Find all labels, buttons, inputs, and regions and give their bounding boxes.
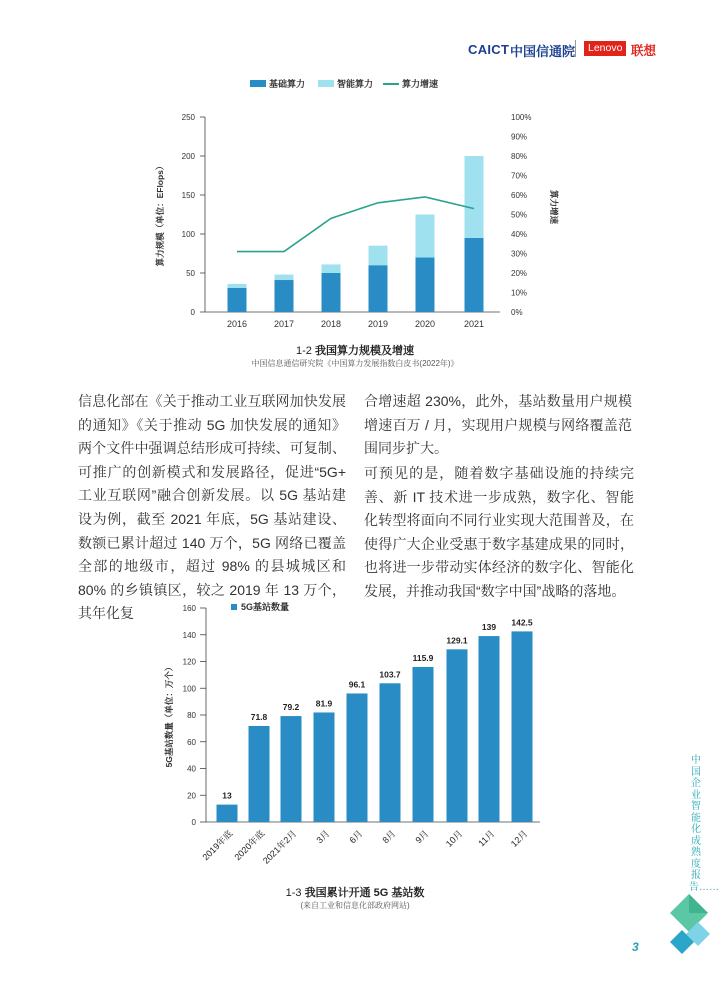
x-tick-label-3月: 3月 xyxy=(314,828,332,846)
x-tick-label-11月: 11月 xyxy=(476,828,497,849)
y-tick-label-1: 50 xyxy=(186,269,195,278)
figure1-caption-title: 我国算力规模及增速 xyxy=(314,345,414,357)
x-tick-label-8月: 8月 xyxy=(380,828,398,846)
legend-swatch-1 xyxy=(318,80,334,87)
smart-bar-2018 xyxy=(322,264,341,273)
base-bar-2021 xyxy=(465,238,484,312)
value-label-11月: 139 xyxy=(481,622,497,633)
bar-9月 xyxy=(413,667,434,822)
y-tick-label-5: 100 xyxy=(182,684,196,694)
smart-bar-2019 xyxy=(369,246,388,266)
y-tick-label-6: 120 xyxy=(182,657,196,667)
body-paragraph-right-1: 合增速超 230%，此外，基站数量用户规模增速百万 / 月，实现用户规模与网络覆盖范围同步扩大。 xyxy=(364,393,632,457)
value-label-3月: 81.9 xyxy=(315,698,333,709)
legend-label-0: 基础算力 xyxy=(269,79,306,89)
report-title-sidebar: 中国企业智能化成熟度报告…… xyxy=(689,755,719,893)
x-tick-label-2019年底: 2019年底 xyxy=(200,828,235,863)
body-paragraph-right-2: 可预见的是，随着数字基础设施的持续完善、新 IT 技术进一步成熟，数字化、智能化转型将面向不同行业实现大范围普及，在使得广大企业受惠于数字基建成果的同时，也将进一步带动实体经济的数字化、智能化发展，并推动我国“数字中国”战略的落地。 xyxy=(364,465,634,599)
figure1-caption xyxy=(0,342,710,358)
y-tick-label-1: 20 xyxy=(187,791,196,801)
figure1-caption-number: 1-2 xyxy=(296,345,312,357)
y-tick-label-7: 140 xyxy=(182,630,196,640)
x-tick-label-2017: 2017 xyxy=(273,319,295,329)
bar-3月 xyxy=(314,712,335,822)
base-bar-2020 xyxy=(416,257,435,312)
y-right-tick-label-4: 40% xyxy=(511,230,528,239)
bar-2021年2月 xyxy=(281,716,302,822)
y-right-tick-label-9: 90% xyxy=(511,132,528,142)
base-bar-2017 xyxy=(275,280,294,312)
x-tick-label-2020: 2020 xyxy=(414,319,436,329)
value-label-6月: 96.1 xyxy=(348,679,366,690)
legend-label: 5G基站数量 xyxy=(241,602,290,612)
smart-bar-2017 xyxy=(275,275,294,280)
y-right-tick-label-8: 80% xyxy=(511,152,528,161)
value-label-2021年2月: 79.2 xyxy=(282,702,300,713)
y-axis-right-title: 算力增速 xyxy=(549,189,559,225)
value-label-12月: 142.5 xyxy=(511,617,533,628)
x-tick-label-12月: 12月 xyxy=(508,828,530,849)
figure2-source: (来自工业和信息化部政府网站) xyxy=(300,901,410,910)
value-label-2019年底: 13 xyxy=(222,790,232,801)
bar-6月 xyxy=(347,693,368,822)
value-label-2020年底: 71.8 xyxy=(250,711,268,722)
legend-swatch-0 xyxy=(250,80,266,87)
figure2-caption-title: 我国累计开通 5G 基站数 xyxy=(304,887,425,899)
x-tick-label-2021年2月: 2021年2月 xyxy=(260,828,299,866)
y-right-tick-label-10: 100% xyxy=(511,113,532,122)
x-tick-label-10月: 10月 xyxy=(443,828,465,849)
base-bar-2018 xyxy=(322,273,341,312)
y-right-tick-label-6: 60% xyxy=(511,191,528,200)
5g-base-station-chart xyxy=(0,590,710,890)
y-right-tick-label-3: 30% xyxy=(511,249,528,259)
y-tick-label-0: 0 xyxy=(191,818,196,827)
y-axis-title: 算力规模（单位：EFlops） xyxy=(155,161,165,267)
bar-11月 xyxy=(479,636,500,822)
y-right-tick-label-2: 20% xyxy=(511,269,528,278)
caict-org-name: 中国信通院 xyxy=(510,44,576,59)
y-right-tick-label-7: 70% xyxy=(511,171,528,181)
figure2-caption-number: 1-3 xyxy=(285,887,302,899)
y-tick-label-2: 40 xyxy=(187,764,196,774)
bar-12月 xyxy=(512,631,533,822)
y-tick-label-0: 0 xyxy=(190,308,195,317)
smart-bar-2016 xyxy=(228,284,247,288)
x-tick-label-2020年底: 2020年底 xyxy=(232,828,267,863)
bar-2019年底 xyxy=(217,805,238,822)
value-label-9月: 115.9 xyxy=(412,652,434,663)
smart-bar-2021 xyxy=(465,156,484,238)
decorative-diamond-icon xyxy=(668,892,710,962)
y-tick-label-4: 80 xyxy=(187,711,196,720)
x-tick-label-2019: 2019 xyxy=(367,319,389,329)
y-axis-title: 5G基站数量（单位：万个） xyxy=(164,662,174,768)
bar-10月 xyxy=(447,649,468,822)
x-tick-label-2018: 2018 xyxy=(320,319,342,329)
caict-logo: CAICT xyxy=(468,42,510,57)
computing-power-chart xyxy=(0,0,710,340)
legend-swatch xyxy=(231,604,237,610)
y-tick-label-4: 200 xyxy=(181,152,195,161)
page-number: 3 xyxy=(632,940,639,954)
lenovo-cn-name: 联想 xyxy=(631,44,657,58)
figure1-source: 中国信息通信研究院《中国算力发展指数白皮书(2022年)》 xyxy=(251,359,459,368)
bar-8月 xyxy=(380,683,401,822)
y-tick-label-3: 150 xyxy=(181,191,195,200)
x-tick-label-2021: 2021 xyxy=(463,319,485,329)
value-label-10月: 129.1 xyxy=(446,635,468,646)
figure2-caption xyxy=(0,884,710,900)
x-tick-label-9月: 9月 xyxy=(413,828,431,846)
lenovo-logo: Lenovo xyxy=(584,41,626,56)
y-right-tick-label-0: 0% xyxy=(511,308,523,317)
smart-bar-2020 xyxy=(416,215,435,258)
growth-rate-line xyxy=(237,197,474,252)
y-tick-label-8: 160 xyxy=(182,604,196,613)
base-bar-2016 xyxy=(228,288,247,312)
x-tick-label-6月: 6月 xyxy=(347,828,365,846)
base-bar-2019 xyxy=(369,265,388,312)
y-tick-label-5: 250 xyxy=(181,113,195,122)
legend-label-2: 算力增速 xyxy=(402,79,439,89)
y-right-tick-label-5: 50% xyxy=(511,210,528,220)
y-right-tick-label-1: 10% xyxy=(511,288,528,298)
body-paragraph-left: 信息化部在《关于推动工业互联网加快发展的通知》《关于推动 5G 加快发展的通知》两个文件中强调总结形成可持续、可复制、可推广的创新模式和发展路径，促进“5G+ 工业互联网”融合创新发展。以 5G 基站建设为例，截至 2021 年底，5G 基站建设、数额已累计超过 140 万个，5G 网络已覆盖全部的地级市，超过 98% 的县城城区和 80% 的乡镇镇区，较之 2019 年 13 万个，其年化复 xyxy=(78,393,346,622)
value-label-8月: 103.7 xyxy=(379,669,401,680)
legend-label-1: 智能算力 xyxy=(337,79,374,89)
x-tick-label-2016: 2016 xyxy=(226,319,248,329)
y-tick-label-2: 100 xyxy=(181,230,195,239)
y-tick-label-3: 60 xyxy=(187,737,196,747)
bar-2020年底 xyxy=(249,726,270,822)
